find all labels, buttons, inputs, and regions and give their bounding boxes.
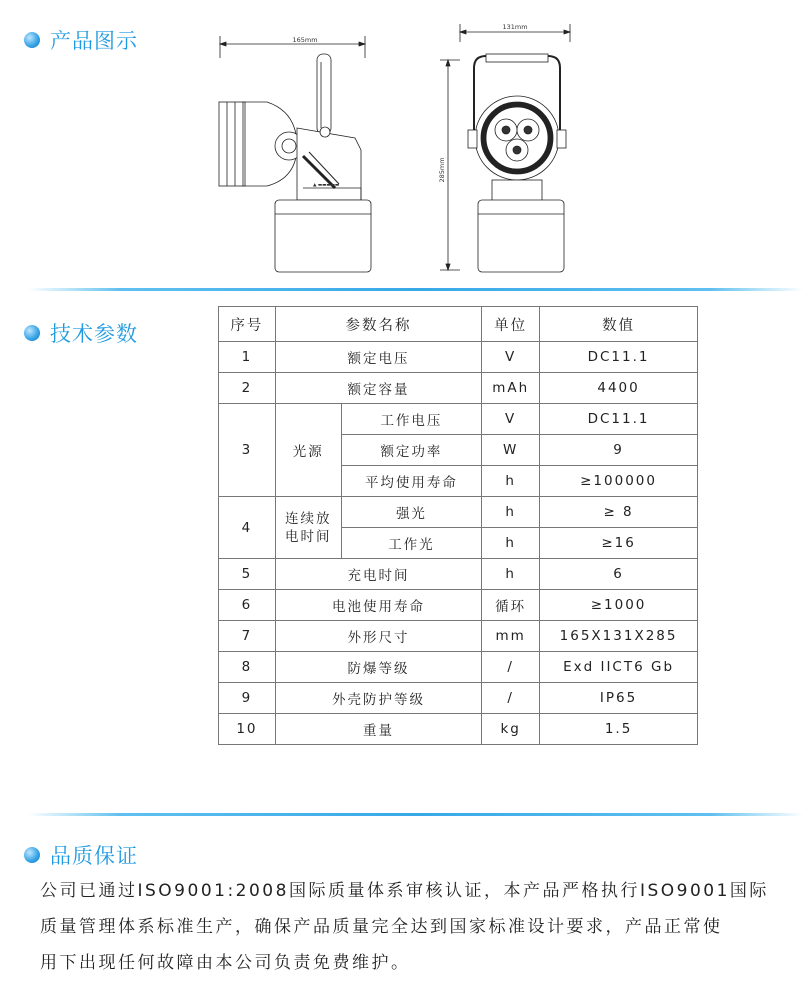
table-row [219, 404, 698, 435]
cell-unit: h [482, 559, 540, 590]
cell-value: 6 [540, 559, 698, 590]
cell-name: 工作电压 [341, 404, 482, 435]
quality-line: 质量管理体系标准生产，确保产品质量完全达到国家标准设计要求，产品正常使 [40, 917, 723, 937]
cell-value: ≥100000 [540, 466, 698, 497]
front-height-label: 285mm [438, 157, 446, 183]
cell-no: 2 [219, 373, 276, 404]
cell-no: 7 [219, 621, 276, 652]
cell-no: 6 [219, 590, 276, 621]
cell-group: 光源 [275, 404, 341, 497]
cell-no: 5 [219, 559, 276, 590]
cell-name: 重量 [275, 714, 481, 745]
cell-no: 10 [219, 714, 276, 745]
cell-unit: mm [482, 621, 540, 652]
cell-name: 额定功率 [341, 435, 482, 466]
cell-value: DC11.1 [540, 404, 698, 435]
cell-value: 1.5 [540, 714, 698, 745]
table-row [219, 373, 698, 404]
cell-name: 外壳防护等级 [275, 683, 481, 714]
cell-unit: / [482, 652, 540, 683]
cell-name: 防爆等级 [275, 652, 481, 683]
cell-no: 3 [219, 404, 276, 497]
table-row [219, 559, 698, 590]
table-row [219, 621, 698, 652]
cell-name: 电池使用寿命 [275, 590, 481, 621]
quality-line: 用下出现任何故障由本公司负责免费维护。 [40, 953, 411, 973]
table-row [219, 652, 698, 683]
cell-name: 充电时间 [275, 559, 481, 590]
cell-value: 9 [540, 435, 698, 466]
header-name: 参数名称 [275, 307, 481, 342]
bullet-icon [24, 847, 40, 863]
cell-value: ≥16 [540, 528, 698, 559]
section-title-text: 产品图示 [50, 29, 138, 53]
cell-name: 平均使用寿命 [341, 466, 482, 497]
table-row [219, 497, 698, 528]
cell-group [275, 497, 341, 559]
table-row [219, 590, 698, 621]
header-value: 数值 [540, 307, 698, 342]
section-divider [28, 288, 803, 291]
table-row [219, 714, 698, 745]
cell-value: Exd IICT6 Gb [540, 652, 698, 683]
side-view-drawing [205, 28, 395, 288]
section-title-product-images [24, 25, 138, 55]
cell-name: 额定容量 [275, 373, 481, 404]
cell-value: ≥ 8 [540, 497, 698, 528]
cell-no: 9 [219, 683, 276, 714]
cell-unit: kg [482, 714, 540, 745]
bullet-icon [24, 32, 40, 48]
table-row [219, 683, 698, 714]
cell-value: ≥1000 [540, 590, 698, 621]
cell-unit: V [482, 404, 540, 435]
spec-table [218, 306, 698, 745]
table-header-row [219, 307, 698, 342]
cell-name: 额定电压 [275, 342, 481, 373]
section-title-quality [24, 840, 138, 870]
header-no: 序号 [219, 307, 276, 342]
warning-label-graphic: ▲ ▬▬▬▬▬ [313, 183, 340, 188]
cell-value: 4400 [540, 373, 698, 404]
quality-line: 公司已通过ISO9001:2008国际质量体系审核认证，本产品严格执行ISO9001国际 [40, 881, 769, 901]
cell-no: 8 [219, 652, 276, 683]
cell-no: 1 [219, 342, 276, 373]
cell-unit: mAh [482, 373, 540, 404]
bullet-icon [24, 325, 40, 341]
cell-group-line: 电时间 [285, 528, 332, 545]
front-view-drawing [430, 20, 590, 282]
side-width-label: 165mm [292, 36, 318, 44]
cell-unit: V [482, 342, 540, 373]
cell-name: 工作光 [341, 528, 482, 559]
header-unit: 单位 [482, 307, 540, 342]
cell-unit: W [482, 435, 540, 466]
cell-unit: h [482, 497, 540, 528]
cell-value: 165X131X285 [540, 621, 698, 652]
cell-name: 外形尺寸 [275, 621, 481, 652]
cell-group-line: 连续放 [285, 510, 332, 527]
cell-name: 强光 [341, 497, 482, 528]
cell-value: DC11.1 [540, 342, 698, 373]
cell-unit: h [482, 528, 540, 559]
cell-unit: / [482, 683, 540, 714]
section-divider [28, 813, 803, 816]
front-width-label: 131mm [502, 23, 528, 31]
cell-unit: h [482, 466, 540, 497]
section-title-text: 技术参数 [50, 322, 138, 346]
section-title-tech-params [24, 318, 138, 348]
table-row [219, 342, 698, 373]
cell-no: 4 [219, 497, 276, 559]
cell-unit: 循环 [482, 590, 540, 621]
cell-value: IP65 [540, 683, 698, 714]
quality-paragraph [40, 873, 790, 981]
section-title-text: 品质保证 [50, 844, 138, 868]
